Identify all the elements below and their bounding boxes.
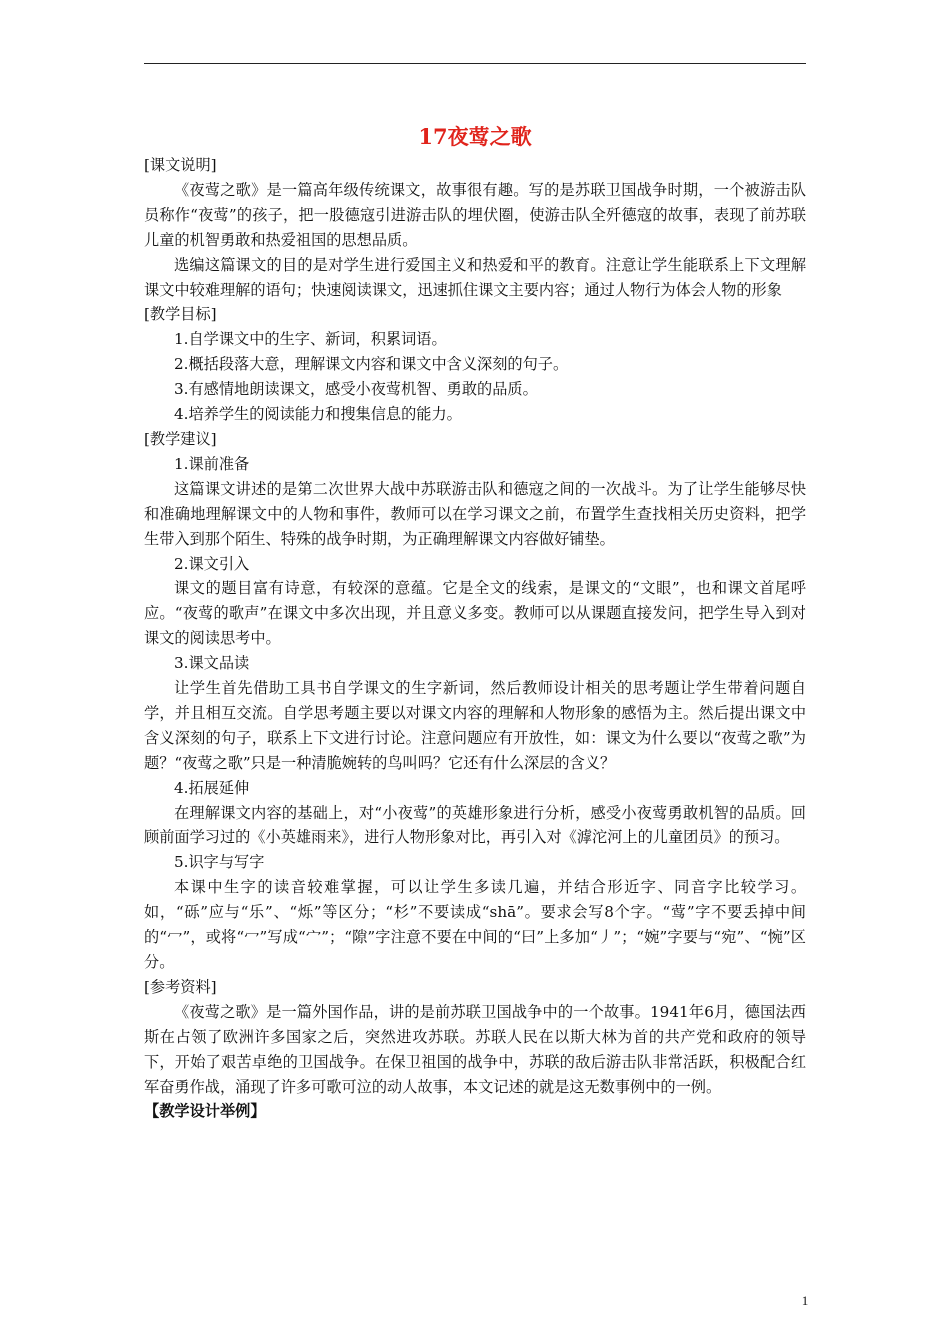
paragraph: 这篇课文讲述的是第二次世界大战中苏联游击队和德寇之间的一次战斗。为了让学生能够尽快和准确地理解课文中的人物和事件，教师可以在学习课文之前，布置学生查找相关历史资料，把学生带入到那个陌生、特殊的战争时期，为正确理解课文内容做好铺垫。 xyxy=(144,479,806,548)
paragraph: 让学生首先借助工具书自学课文的生字新词，然后教师设计相关的思考题让学生带着问题自学，并且相互交流。自学思考题主要以对课文内容的理解和人物形象的感悟为主。然后提出课文中含义深刻的句子，联系上下文进行讨论。注意问题应有开放性，如：课文为什么要以“夜莺之歌”为题？“夜莺之歌”只是一种清脆婉转的鸟叫吗？它还有什么深层的含义？ xyxy=(144,679,806,772)
subheading: 3.课文品读 xyxy=(174,654,250,673)
header-rule xyxy=(144,63,806,64)
list-item: 1.自学课文中的生字、新词，积累词语。 xyxy=(174,330,447,349)
subheading: 2.课文引入 xyxy=(174,554,250,573)
document-body xyxy=(144,122,806,1124)
subheading: 4.拓展延伸 xyxy=(174,778,250,797)
paragraph: 《夜莺之歌》是一篇外国作品，讲的是前苏联卫国战争中的一个故事。1941年6月，德国法西斯在占领了欧洲许多国家之后，突然进攻苏联。苏联人民在以斯大林为首的共产党和政府的领导下，开始了艰苦卓绝的卫国战争。在保卫祖国的战争中，苏联的敌后游击队非常活跃，积极配合红军奋勇作战，涌现了许多可歌可泣的动人故事，本文记述的就是这无数事例中的一例。 xyxy=(144,1002,806,1096)
subheading: 1.课前准备 xyxy=(174,454,250,473)
section-heading-example: 【教学设计举例】 xyxy=(144,1102,266,1121)
section-heading-goals: [教学目标] xyxy=(144,305,217,324)
paragraph: 课文的题目富有诗意，有较深的意蕴。它是全文的线索，是课文的“文眼”，也和课文首尾呼应。“夜莺的歌声”在课文中多次出现，并且意义多变。教师可以从课题直接发问，把学生导入到对课文的阅读思考中。 xyxy=(144,579,806,648)
paragraph: 《夜莺之歌》是一篇高年级传统课文，故事很有趣。写的是苏联卫国战争时期，一个被游击队员称作“夜莺”的孩子，把一股德寇引进游击队的埋伏圈，使游击队全歼德寇的故事，表现了前苏联儿童的机智勇敢和热爱祖国的思想品质。 xyxy=(144,180,806,249)
list-item: 4.培养学生的阅读能力和搜集信息的能力。 xyxy=(174,405,462,424)
paragraph: 本课中生字的读音较难掌握，可以让学生多读几遍，并结合形近字、同音字比较学习。如，“砾”应与“乐”、“烁”等区分；“杉”不要读成“shā”。要求会写8个字。“莺”字不要丢掉中间的“冖”，或将“冖”写成“宀”；“隙”字注意不要在中间的“曰”上多加“丿”；“婉”字要与“宛”、“惋”区分。 xyxy=(144,878,806,971)
section-heading-text-notes: [课文说明] xyxy=(144,156,217,174)
section-heading-suggestions: [教学建议] xyxy=(144,429,217,448)
list-item: 2.概括段落大意，理解课文内容和课文中含义深刻的句子。 xyxy=(174,355,569,374)
document-title: 17夜莺之歌 xyxy=(418,124,532,149)
section-heading-references: [参考资料] xyxy=(144,977,217,996)
paragraph: 选编这篇课文的目的是对学生进行爱国主义和热爱和平的教育。注意让学生能联系上下文理解课文中较难理解的语句；快速阅读课文，迅速抓住课文主要内容；通过人物行为体会人物的形象 xyxy=(144,255,806,299)
subheading: 5.识字与写字 xyxy=(174,853,265,872)
page-number: 1 xyxy=(801,1293,809,1308)
paragraph: 在理解课文内容的基础上，对“小夜莺”的英雄形象进行分析，感受小夜莺勇敢机智的品质。回顾前面学习过的《小英雄雨来》，进行人物形象对比，再引入对《滹沱河上的儿童团员》的预习。 xyxy=(144,803,806,847)
list-item: 3.有感情地朗读课文，感受小夜莺机智、勇敢的品质。 xyxy=(174,380,538,399)
